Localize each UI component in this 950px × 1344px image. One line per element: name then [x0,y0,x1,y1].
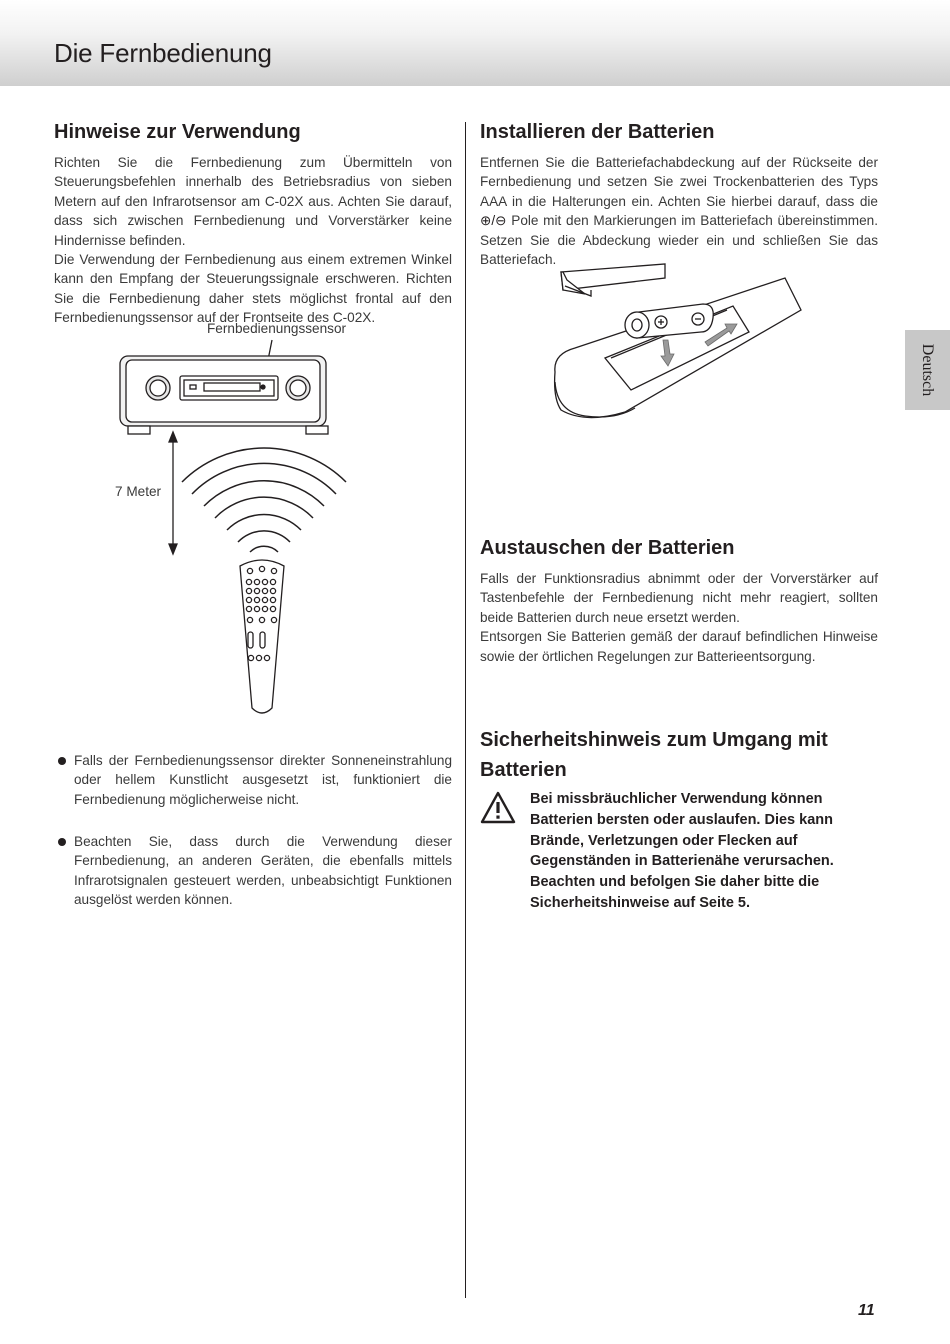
bullet-icon [58,838,66,846]
usage-paragraph-1: Richten Sie die Fernbedienung zum Übermitteln von Steuerungsbefehlen innerhalb des Betriebsradius von sieben Metern auf den Infrarotsensor am C-02X aus. Achten Sie darauf, dass sich zwischen Fernbedienung und Vorverstärker keine Hindernisse befinden. [54,155,452,248]
safety-heading [480,725,828,785]
usage-heading: Hinweise zur Verwendung [54,121,301,143]
replace-text [480,569,878,666]
page-header [0,0,950,86]
bullet-text: Beachten Sie, dass durch die Verwendung dieser Fernbedienung, an anderen Geräten, die ebenfalls mittels Infrarotsignalen gesteuert werden, unbeabsichtigt Funktionen ausgelöst werden können. [74,834,452,908]
bullet-text: Falls der Fernbedienungssensor direkter Sonneneinstrahlung oder hellem Kunstlicht ausgesetzt ist, funktioniert die Fernbedienung möglicherweise nicht. [74,753,452,807]
warning-text-1: Bei missbräuchlicher Verwendung können Batterien bersten oder auslaufen. Dies kann Brände, Verletzungen oder Flecken auf Gegenständen in Batterienähe verursachen. [530,791,834,870]
language-tab-label: Deutsch [919,343,936,397]
preamplifier-icon [120,356,328,434]
battery-cover-icon [561,264,665,296]
polarity-symbols: ⊕/⊖ [480,213,507,229]
usage-paragraph-2: Die Verwendung der Fernbedienung aus einem extremen Winkel kann den Empfang der Steuerungssignale erschweren. Richten Sie die Fernbedienung daher stets möglichst frontal auf den Fernbedienungssensor auf der Frontseite des C-02X. [54,252,452,326]
distance-label: 7 Meter [115,484,162,499]
bullet-item-other-devices [56,832,452,910]
distance-arrow [169,432,177,554]
column-divider [465,122,466,1298]
language-tab [905,330,950,410]
remote-control-icon [240,560,284,713]
usage-text [54,153,452,328]
replace-paragraph-1: Falls der Funktionsradius abnimmt oder der Vorverstärker auf Tastenbefehle der Fernbedienung nicht mehr reagiert, sollten beide Batterien durch neue ersetzt werden. [480,571,878,625]
replace-heading: Austauschen der Batterien [480,537,735,559]
battery-install-illustration [545,262,810,447]
sensor-label: Fernbedienungssensor [207,321,347,336]
install-heading: Installieren der Batterien [480,121,715,143]
install-text [480,153,878,269]
install-text-part-2: Pole mit den Markierungen im Batteriefach übereinstimmen. Setzen Sie die Abdeckung wieder ein und schließen Sie das Batteriefach. [480,213,878,268]
bullet-item-sunlight [56,751,452,809]
page-number: 11 [858,1302,875,1319]
replace-paragraph-2: Entsorgen Sie Batterien gemäß der darauf befindlichen Hinweise sowie der örtlichen Regelungen zur Batterieentsorgung. [480,629,878,664]
install-text-part-1: Entfernen Sie die Batteriefachabdeckung auf der Rückseite der Fernbedienung und setzen Sie zwei Trockenbatterien des Typs AAA in die Halterungen ein. Achten Sie hierbei darauf, dass die [480,155,878,209]
warning-triangle-icon [480,791,516,825]
warning-text-2: Beachten und befolgen Sie daher bitte die Sicherheitshinweise auf Seite 5. [530,874,820,911]
bullet-icon [58,757,66,765]
remote-range-illustration [100,330,360,720]
safety-heading-line-1: Sicherheitshinweis zum Umgang mit [480,729,828,751]
remote-back-icon [555,278,801,418]
page-title: Die Fernbedienung [54,38,272,68]
safety-heading-line-2: Batterien [480,759,567,781]
infrared-signal-waves [182,448,346,552]
battery-warning [480,789,880,914]
